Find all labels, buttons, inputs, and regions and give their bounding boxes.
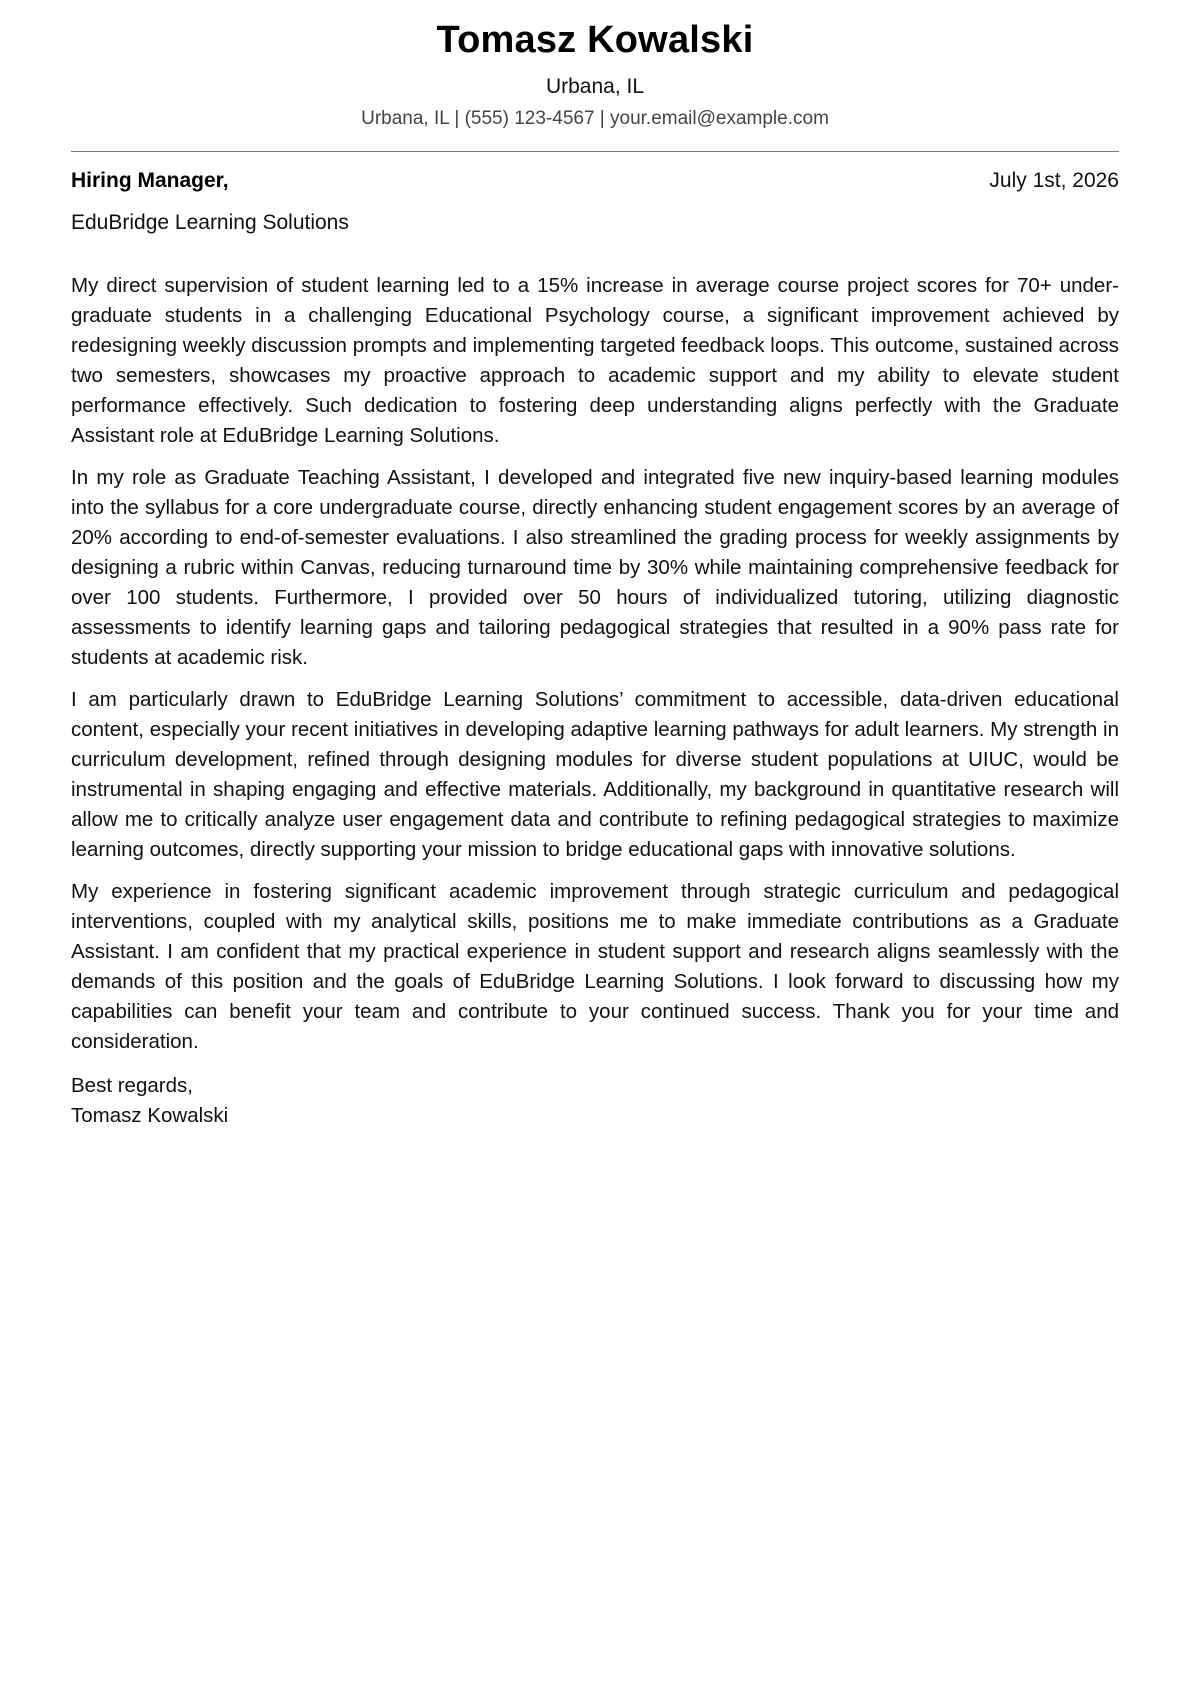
body-paragraph-3: I am particularly drawn to EduBridge Learning Solutions’ commitment to accessible, data-driven educational content, especially your recent initiatives in developing adaptive learning pathways for adult learners. My strength in curriculum development, refined through designing modules for diverse student populations at UIUC, would be instrumental in shaping engaging and effective materials. Additionally, my background in quantitative research will allow me to critically analyze user engagement data and contribute to refining pedagogical strategies to maximize learning outcomes, directly supporting your mission to bridge educational gaps with innovative solutions. [71, 688, 1119, 861]
recipient-salutation: Hiring Manager, [71, 169, 229, 192]
letter-closing [71, 1071, 1119, 1131]
closing-phrase: Best regards, [71, 1074, 193, 1097]
letter-body [71, 271, 1119, 1057]
applicant-location: Urbana, IL [545, 75, 645, 98]
letter-header [71, 0, 1119, 132]
body-paragraph-4: My experience in fostering significant academic improvement through strategic curriculum and pedagogical interventions, coupled with my analytical skills, positions me to make immediate contributions as a Graduate Assistant. I am confident that my practical experience in student support and research aligns seamlessly with the demands of this position and the goals of EduBridge Learning Solutions. I look forward to discussing how my capabilities can benefit your team and contribute to your continued success. Thank you for your time and consideration. [71, 880, 1119, 1053]
applicant-contact-line: Urbana, IL | (555) 123-4567 | your.email@example.com [361, 108, 829, 129]
company-name: EduBridge Learning Solutions [71, 211, 349, 234]
signature-name: Tomasz Kowalski [71, 1104, 229, 1127]
body-paragraph-2: In my role as Graduate Teaching Assistant, I developed and integrated five new inquiry-based learning modules into the syllabus for a core undergraduate course, directly enhancing student engagement scores by an average of 20% according to end-of-semester evaluations. I also streamlined the grading process for weekly assignments by designing a rubric within Canvas, reducing turnaround time by 30% while maintaining comprehensive feedback for over 100 students. Furthermore, I provided over 50 hours of individualized tutoring, utilizing diagnostic assessments to identify learning gaps and tailoring pedagogical strategies that resulted in a 90% pass rate for students at academic risk. [71, 466, 1119, 669]
applicant-name: Tomasz Kowalski [436, 19, 754, 61]
header-divider [71, 151, 1119, 152]
letter-date: July 1st, 2026 [989, 169, 1119, 192]
recipient-date-row [71, 166, 1119, 196]
body-paragraph-1: My direct supervision of student learning led to a 15% increase in average course project scores for 70+ undergraduate students in a challenging Educational Psychology course, a significant improvement achieved by redesigning weekly discussion prompts and implementing targeted feedback loops. This outcome, sustained across two semesters, showcases my proactive approach to academic support and my ability to elevate student performance effectively. Such dedication to fostering deep understanding aligns perfectly with the Graduate Assistant role at EduBridge Learning Solutions. [71, 274, 1119, 447]
